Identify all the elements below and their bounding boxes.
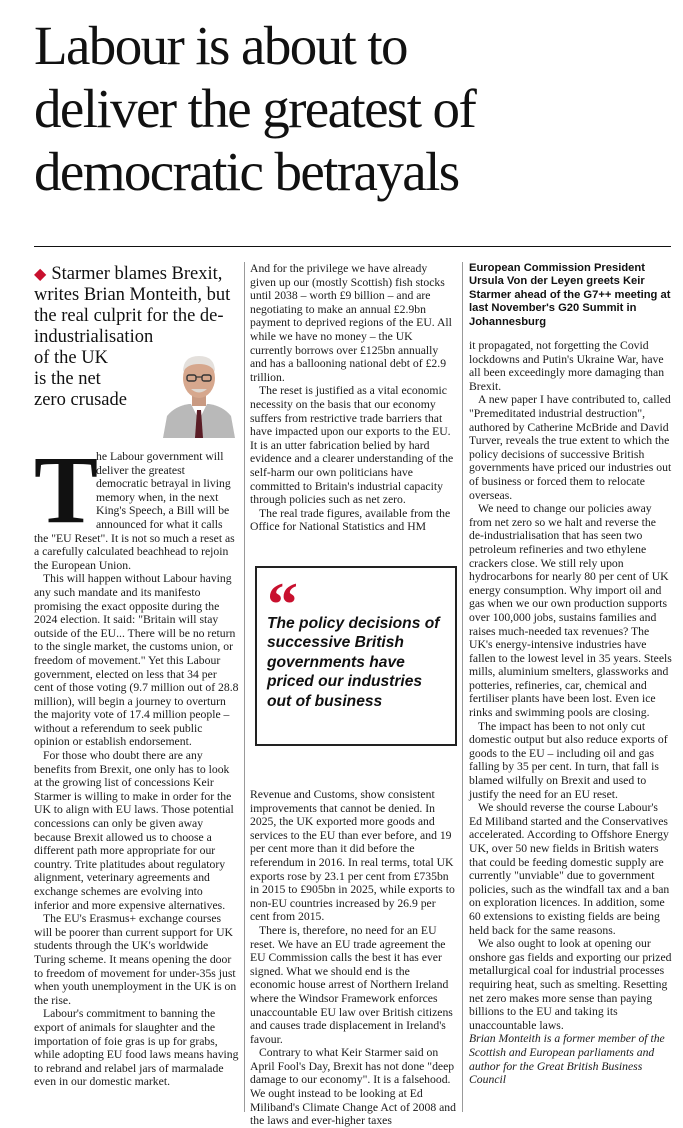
body-paragraph: Revenue and Customs, show consistent improvements that cannot be denied. In 2025, the UK exported more goods and services to the EU than ever before, and 19 per cent more than it did before the referendum in 2016. In real terms, total UK exports rose by 23.1 per cent from £735bn in 2015 to £905bn in 2025, while exports to non-EU countries increased by 26.9 per cent from 2015. [250, 788, 455, 924]
quote-mark-icon: “ [267, 571, 298, 639]
pull-quote [255, 566, 457, 746]
photo-caption: European Commission President Ursula Von der Leyen greets Keir Starmer ahead of the G7++ meeting at last November's G20 Summit in Johannesburg [469, 262, 671, 328]
headline-line-1: Labour is about to [34, 15, 407, 76]
body-paragraph: Contrary to what Keir Starmer said on April Fool's Day, Brexit has not done "deep damage to our economy". It is a falsehood. We ought instead to be looking at Ed Miliband's Climate Change Act of 2008 and the laws and ever-higher taxes [250, 1046, 456, 1128]
body-paragraph: For those who doubt there are any benefits from Brexit, one only has to look at the growing list of concessions Keir Starmer is willing to make in order for the UK to align with EU laws. Those potential concessions can only be given away because Brexit allowed us to choose a different path more appropriate for our country. Trite platitudes about regulatory alignment, veterinary agreements and exchange schemes are evolving into inferior and more expensive alternatives. [34, 749, 234, 912]
standfirst [34, 264, 239, 440]
author-bio: Brian Monteith is a former member of the Scottish and European parliaments and author for the Great British Business Council [469, 1032, 665, 1087]
body-paragraph: he Labour government will deliver the greatest democratic betrayal in living memory when, in the next King's Speech, a Bill will be announced for what it calls the "EU Reset". It is not so much a reset as a carefully calculated beachhead to rejoin the European Union. [34, 450, 235, 572]
column-3 [469, 262, 673, 1087]
standfirst-line-4: industrialisation [34, 327, 154, 347]
drop-cap: T [34, 436, 99, 543]
body-paragraph: And for the privilege we have already given up our (mostly Scottish) fish stocks until 2038 – worth £9 billion – and are negotiating to make an annual £2.9bn payment to deprived regions of the EU. All while we have no money – the UK currently borrows over £125bn annually and has a ballooning national debt of £2.9 trillion. [250, 262, 452, 384]
headline-line-3: democratic betrayals [34, 141, 459, 202]
standfirst-line-1: Starmer blames Brexit, [51, 264, 223, 284]
pull-quote-text: The policy decisions of successive British governments have priced our industries out of business [267, 615, 440, 710]
standfirst-line-3: the real culprit for the de- [34, 306, 224, 326]
standfirst-line-6: is the net [34, 369, 101, 389]
headline-rule [34, 246, 671, 247]
body-paragraph: The real trade figures, available from the Office for National Statistics and HM [250, 506, 451, 534]
body-paragraph: A new paper I have contributed to, called "Premeditated industrial destruction", authored by Catherine McBride and David Turver, reveals the true extent to which the policy decisions of successive British governments have priced our industries out of business or forced them to relocate overseas. [469, 393, 672, 502]
standfirst-line-2: writes Brian Monteith, but [34, 285, 231, 305]
body-paragraph: This will happen without Labour having any such mandate and its manifesto promising the exact opposite during the 2024 election. It said: "Britain will stay outside of the EU... There will be no return to the single market, the customs union, or freedom of movement." Yet this Labour government, elected on less that 34 per cent of those voting (9.7 million out of 28.8 million), will begin a journey to overturn the majority vote of 17.4 million people – without a referendum to seek public opinion or establish endorsement. [34, 572, 239, 749]
body-paragraph: Labour's commitment to banning the export of animals for slaughter and the importation of foie gras is up for grabs, while adopting EU food laws means having to rebrand and relabel jars of marmalade even in our domestic market. [34, 1007, 239, 1089]
column-2-bottom [250, 788, 456, 1128]
column-divider-2 [462, 262, 463, 1112]
standfirst-line-5: of the UK [34, 348, 108, 368]
author-headshot [161, 344, 237, 438]
body-paragraph: The impact has been to not only cut domestic output but also reduce exports of goods to the EU – including oil and gas falling by 35 per cent. In turn, that fall is blamed wilfully on Brexit and used to justify the need for an EU reset. [469, 719, 668, 801]
body-paragraph: The reset is justified as a vital economic necessity on the basis that our economy suffers from restrictive trade barriers that have impacted upon our exports to the EU. It is an utter fabrication belied by hard evidence and a clearer understanding of the self-harm our own politicians have committed to Britain's industrial capacity through policies such as net zero. [250, 384, 454, 507]
body-paragraph: We need to change our policies away from net zero so we halt and reverse the de-industrialisation that has seen two petroleum refineries and two ethylene crackers close. We still rely upon hydrocarbons for nearly 80 per cent of UK energy consumption. Why import oil and gas when we our own production supports over 100,000 jobs, sustains families and raises much-needed tax revenues? The UK's energy-intensive industries have fallen to the lowest level in 35 years. Steels mills, aluminium smelters, glassworks and potteries, refineries, car, chemical and fertiliser plants have been lost. Even ice rinks and swimming pools are closing. [469, 502, 672, 720]
body-paragraph: The EU's Erasmus+ exchange courses will be poorer than current support for UK students through the UK's worldwide Turing scheme. It means opening the door to freedom of movement for under-35s just when youth unemployment in the UK is on the rise. [34, 912, 237, 1007]
standfirst-line-7: zero crusade [34, 390, 127, 410]
body-paragraph: We also ought to look at opening our onshore gas fields and exporting our prized metallurgical coal for industrial processes requiring heat, such as smelting. Resetting net zero makes more sense than paying billions to the EU and taking its unaccountable laws. [469, 937, 672, 1032]
column-divider-1 [244, 262, 245, 1112]
headline-line-2: deliver the greatest of [34, 78, 476, 139]
body-paragraph: There is, therefore, no need for an EU reset. We have an EU trade agreement the EU Commission calls the best it has ever signed. What we should end is the economic house arrest of Northern Ireland where the Windsor Framework enforces unaccountable EU law over British citizens and causes trade displacement in Ireland's favour. [250, 923, 453, 1046]
column-1 [34, 264, 239, 1089]
headline [34, 14, 674, 203]
column-2-top [250, 262, 456, 534]
body-paragraph: it propagated, not forgetting the Covid lockdowns and Putin's Ukraine War, have all been exceedingly more damaging than Brexit. [469, 339, 665, 393]
body-paragraph: We should reverse the course Labour's Ed Miliband started and the Conservatives accelerated. According to Offshore Energy UK, over 50 new fields in British waters that could be feeding domestic supply are currently "unviable" due to government policies, such as the windfall tax and a ban on exploration licences. In addition, some 60 extensions to existing fields are being held back for the same reasons. [469, 801, 670, 937]
diamond-bullet-icon: ◆ [34, 266, 47, 283]
